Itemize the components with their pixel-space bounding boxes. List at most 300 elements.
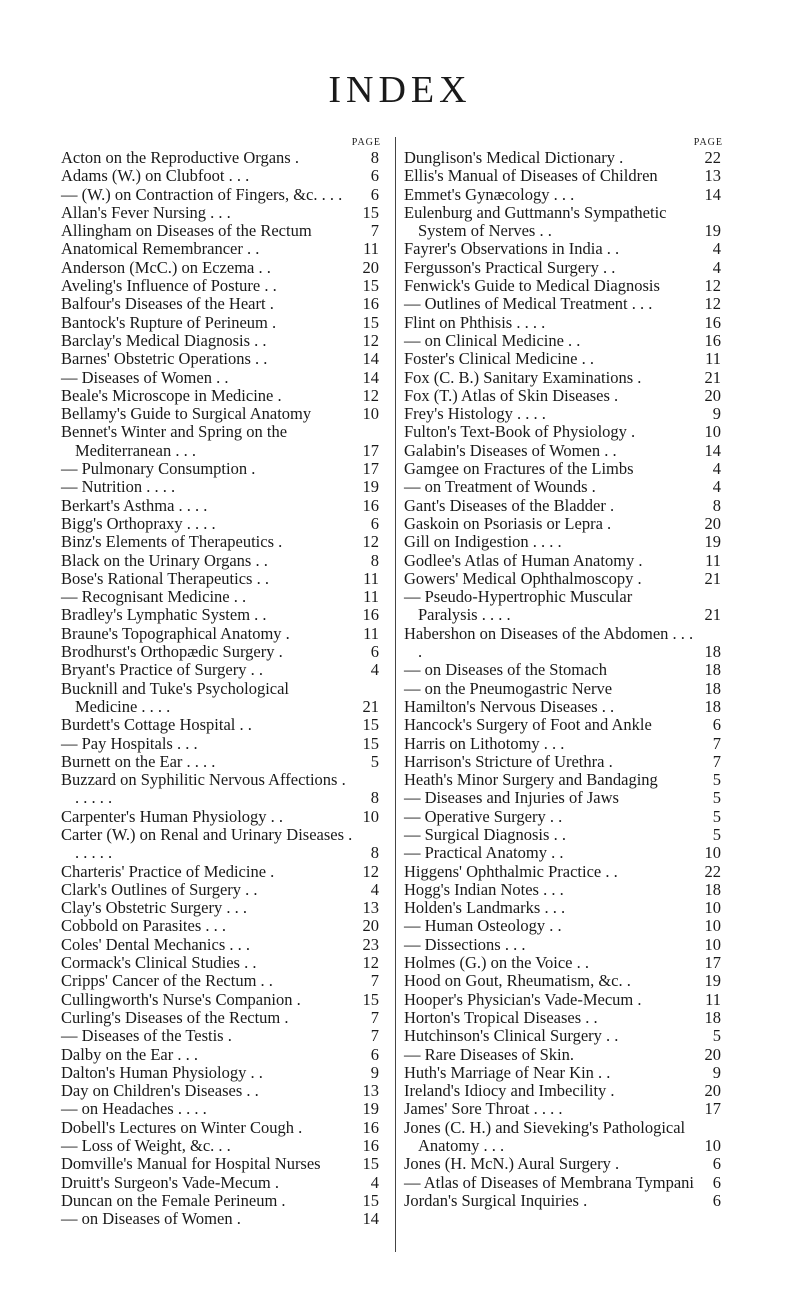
index-entry-title: Bucknill and Tuke's Psychological Medicine . . . . [61, 678, 290, 716]
index-entry-page: 4 [712, 477, 721, 497]
index-entry-page: 19 [704, 532, 721, 552]
index-entry [61, 588, 383, 606]
index-entry-title: Fox (C. B.) Sanitary Examinations . [404, 367, 642, 387]
index-entry-page: 20 [704, 1044, 721, 1064]
index-entry-title: Berkart's Asthma . . . . [61, 495, 208, 515]
page-title: INDEX [328, 69, 472, 111]
index-entry-page: 15 [362, 733, 379, 753]
index-entry-page: 8 [712, 495, 721, 515]
index-entry-page: 5 [712, 1026, 721, 1046]
index-entry [404, 314, 725, 332]
index-entry [61, 1046, 383, 1064]
index-entry [61, 625, 383, 643]
index-column-right [404, 136, 725, 1210]
index-entry-title: Cobbold on Parasites . . . [61, 916, 226, 936]
index-entry [61, 917, 383, 935]
index-entry [404, 1119, 725, 1156]
index-entry-page: 11 [363, 623, 379, 643]
index-entry [404, 1027, 725, 1045]
index-entry-page: 21 [362, 696, 379, 716]
index-entry-title: Higgens' Ophthalmic Practice . . [404, 861, 618, 881]
index-entry-title: Dalby on the Ear . . . [61, 1044, 199, 1064]
index-entry-page: 23 [362, 934, 379, 954]
index-entry-page: 10 [704, 916, 721, 936]
index-entry [404, 991, 725, 1009]
index-entry-title: Day on Children's Diseases . . [61, 1081, 259, 1101]
index-entry-title: Cormack's Clinical Studies . . [61, 953, 257, 973]
index-column-left [61, 136, 383, 1229]
index-entry-title: Carter (W.) on Renal and Urinary Diseases . . . . . . [61, 824, 353, 863]
index-entry-title: Barnes' Obstetric Operations . . [61, 349, 268, 369]
index-entry-title: — Loss of Weight, &c. . . [61, 1136, 231, 1156]
index-entry-title: Dunglison's Medical Dictionary . [404, 148, 624, 167]
index-entry [61, 314, 383, 332]
index-entry [61, 826, 383, 863]
index-entry-page: 19 [362, 477, 379, 497]
index-entry [404, 497, 725, 515]
index-entry [61, 1137, 383, 1155]
index-entry [404, 881, 725, 899]
index-entry-title: Ireland's Idiocy and Imbecility . [404, 1081, 615, 1101]
index-entry-title: Clay's Obstetric Surgery . . . [61, 898, 247, 918]
index-entry-page: 19 [362, 1099, 379, 1119]
index-entry-page: 8 [370, 550, 379, 570]
index-list-left [61, 149, 383, 1229]
index-entry-title: — Rare Diseases of Skin. [404, 1044, 575, 1064]
index-entry [61, 899, 383, 917]
index-entry-page: 17 [362, 440, 379, 460]
index-entry [61, 277, 383, 295]
index-entry [404, 478, 725, 496]
index-entry-page: 4 [370, 1172, 379, 1192]
index-entry-title: James' Sore Throat . . . . [404, 1099, 563, 1119]
index-entry-title: Acton on the Reproductive Organs . [61, 148, 299, 167]
index-entry-title: — Outlines of Medical Treatment . . . [404, 294, 653, 314]
index-entry-title: Dobell's Lectures on Winter Cough . [61, 1117, 303, 1137]
index-entry-title: Anatomical Remembrancer . . [61, 239, 260, 259]
index-entry-page: 11 [705, 989, 721, 1009]
index-entry [404, 680, 725, 698]
index-entry-title: Bryant's Practice of Surgery . . [61, 660, 263, 680]
index-entry-page: 7 [370, 971, 379, 991]
index-entry-page: 4 [712, 239, 721, 259]
index-entry-title: Braune's Topographical Anatomy . [61, 623, 290, 643]
index-entry-page: 14 [362, 349, 379, 369]
index-entry-title: — on Headaches . . . . [61, 1099, 207, 1119]
index-entry [404, 552, 725, 570]
index-entry-title: Gant's Diseases of the Bladder . [404, 495, 615, 515]
index-entry-page: 14 [704, 184, 721, 204]
index-entry-title: Bigg's Orthopraxy . . . . [61, 513, 216, 533]
index-entry [404, 423, 725, 441]
index-entry [61, 423, 383, 460]
index-entry [61, 863, 383, 881]
index-entry-title: — Pulmonary Consumption . [61, 459, 256, 479]
index-entry-page: 8 [370, 788, 379, 808]
index-entry [404, 1009, 725, 1027]
index-entry-title: Cullingworth's Nurse's Companion . [61, 989, 301, 1009]
index-entry [61, 204, 383, 222]
index-entry-title: Charteris' Practice of Medicine . [61, 861, 275, 881]
index-entry [404, 1082, 725, 1100]
index-entry-title: — on Diseases of the Stomach [404, 660, 608, 680]
index-entry [61, 1174, 383, 1192]
index-entry-page: 18 [704, 696, 721, 716]
index-entry-title: Harrison's Stricture of Urethra . [404, 751, 613, 771]
index-entry [404, 405, 725, 423]
index-entry-page: 18 [704, 678, 721, 698]
index-entry-title: — Diseases of Women . . [61, 367, 229, 387]
index-entry [61, 497, 383, 515]
index-entry-page: 12 [704, 294, 721, 314]
index-entry-title: — Practical Anatomy . . [404, 843, 564, 863]
index-entry [404, 387, 725, 405]
index-entry-title: — (W.) on Contraction of Fingers, &c. . . . [61, 184, 343, 204]
index-entry [404, 204, 725, 241]
index-entry [404, 771, 725, 789]
index-entry [404, 661, 725, 679]
index-entry-page: 17 [704, 953, 721, 973]
index-entry [61, 1009, 383, 1027]
index-entry-page: 11 [363, 568, 379, 588]
index-entry-page: 21 [704, 367, 721, 387]
index-entry-page: 4 [712, 257, 721, 277]
index-entry-title: Allan's Fever Nursing . . . [61, 202, 231, 222]
index-entry-title: Anderson (McC.) on Eczema . . [61, 257, 271, 277]
index-entry-title: Dalton's Human Physiology . . [61, 1062, 263, 1082]
index-entry-page: 13 [704, 166, 721, 186]
index-entry [404, 588, 725, 625]
index-entry-title: — Surgical Diagnosis . . [404, 824, 566, 844]
index-entry [61, 1155, 383, 1173]
index-entry-title: Domville's Manual for Hospital Nurses [61, 1154, 321, 1174]
index-entry-page: 6 [712, 1154, 721, 1174]
index-entry-page: 20 [704, 1081, 721, 1101]
index-entry-title: Bantock's Rupture of Perineum . [61, 312, 277, 332]
index-entry-page: 12 [362, 861, 379, 881]
index-entry-page: 6 [370, 166, 379, 186]
index-entry-page: 20 [362, 916, 379, 936]
index-entry-page: 20 [362, 257, 379, 277]
index-entry-title: Gowers' Medical Ophthalmoscopy . [404, 568, 642, 588]
index-entry-title: — Nutrition . . . . [61, 477, 176, 497]
index-entry-page: 5 [712, 824, 721, 844]
index-entry-title: Jones (H. McN.) Aural Surgery . [404, 1154, 620, 1174]
index-entry [404, 826, 725, 844]
index-entry-page: 18 [704, 1007, 721, 1027]
index-entry-page: 22 [704, 148, 721, 167]
index-entry-title: Bellamy's Guide to Surgical Anatomy [61, 404, 312, 424]
index-entry [404, 570, 725, 588]
index-entry-page: 5 [712, 806, 721, 826]
index-entry [61, 954, 383, 972]
index-entry [61, 222, 383, 240]
index-entry [61, 1100, 383, 1118]
index-entry [61, 735, 383, 753]
index-entry-page: 9 [370, 1062, 379, 1082]
index-entry-page: 10 [704, 843, 721, 863]
index-entry-page: 14 [362, 1209, 379, 1229]
index-entry-title: Frey's Histology . . . . [404, 404, 546, 424]
index-entry-title: Hooper's Physician's Vade-Mecum . [404, 989, 642, 1009]
index-entry [404, 332, 725, 350]
index-entry-page: 15 [362, 276, 379, 296]
index-entry-page: 16 [362, 294, 379, 314]
index-entry-page: 16 [362, 1117, 379, 1137]
index-entry [61, 972, 383, 990]
index-entry-page: 16 [704, 312, 721, 332]
index-entry-title: Bradley's Lymphatic System . . [61, 605, 267, 625]
index-entry-page: 19 [704, 221, 721, 241]
index-entry-page: 6 [712, 715, 721, 735]
index-entry-title: Flint on Phthisis . . . . [404, 312, 546, 332]
index-entry-title: Holden's Landmarks . . . [404, 898, 566, 918]
index-entry [61, 478, 383, 496]
index-entry-title: Hancock's Surgery of Foot and Ankle [404, 715, 652, 735]
index-entry-title: Jones (C. H.) and Sieveking's Pathological Anatomy . . . [404, 1117, 686, 1156]
index-entry-title: Horton's Tropical Diseases . . [404, 1007, 598, 1027]
index-entry-page: 12 [704, 276, 721, 296]
index-entry [404, 1155, 725, 1173]
index-entry-title: Hutchinson's Clinical Surgery . . [404, 1026, 619, 1046]
index-entry-title: — Recognisant Medicine . . [61, 587, 247, 607]
index-entry [404, 863, 725, 881]
page-column-header: PAGE [693, 137, 723, 148]
index-entry-title: Jordan's Surgical Inquiries . [404, 1190, 588, 1210]
index-entry-page: 20 [704, 385, 721, 405]
index-entry-page: 17 [704, 1099, 721, 1119]
index-entry-title: — Diseases and Injuries of Jaws [404, 788, 619, 808]
index-entry-title: — Human Osteology . . [404, 916, 562, 936]
index-entry-page: 20 [704, 513, 721, 533]
index-entry-title: Fox (T.) Atlas of Skin Diseases . [404, 385, 619, 405]
index-entry-title: Habershon on Diseases of the Abdomen . . . . [404, 623, 694, 662]
index-entry-page: 11 [363, 587, 379, 607]
index-entry-page: 16 [704, 330, 721, 350]
index-entry [61, 661, 383, 679]
index-entry-page: 11 [705, 349, 721, 369]
index-entry-title: Fayrer's Observations in India . . [404, 239, 620, 259]
index-entry-title: Aveling's Influence of Posture . . [61, 276, 277, 296]
index-entry [404, 442, 725, 460]
index-entry-title: Heath's Minor Surgery and Bandaging [404, 770, 658, 790]
index-entry [404, 1046, 725, 1064]
index-entry-page: 6 [712, 1172, 721, 1192]
index-entry-title: — on the Pneumogastric Nerve [404, 678, 613, 698]
index-entry-title: — Pay Hospitals . . . [61, 733, 198, 753]
index-entry-page: 11 [363, 239, 379, 259]
index-entry [61, 1082, 383, 1100]
index-entry-title: Allingham on Diseases of the Rectum [61, 221, 312, 241]
index-entry [404, 149, 725, 167]
index-entry [404, 515, 725, 533]
page-column-header: PAGE [351, 137, 381, 148]
index-entry [61, 515, 383, 533]
index-entry-title: Bennet's Winter and Spring on the Mediterranean . . . [61, 422, 288, 460]
index-entry [404, 716, 725, 734]
index-entry [61, 570, 383, 588]
index-entry [61, 936, 383, 954]
index-entry-title: Huth's Marriage of Near Kin . . [404, 1062, 611, 1082]
index-entry-page: 6 [370, 513, 379, 533]
index-entry-title: Hamilton's Nervous Diseases . . [404, 696, 615, 716]
index-entry-page: 5 [370, 751, 379, 771]
index-entry [404, 460, 725, 478]
index-entry [404, 735, 725, 753]
index-entry [61, 1210, 383, 1228]
index-entry-title: Harris on Lithotomy . . . [404, 733, 565, 753]
index-entry [61, 771, 383, 808]
index-entry-title: Brodhurst's Orthopædic Surgery . [61, 642, 283, 662]
index-entry [404, 1192, 725, 1210]
index-entry-title: — Atlas of Diseases of Membrana Tympani [404, 1172, 694, 1192]
index-entry [61, 1064, 383, 1082]
index-entry-page: 4 [370, 660, 379, 680]
index-entry [404, 277, 725, 295]
index-list-right [404, 149, 725, 1210]
index-entry-title: — Dissections . . . [404, 934, 526, 954]
index-entry [404, 789, 725, 807]
index-entry-page: 15 [362, 1154, 379, 1174]
index-entry-title: Burdett's Cottage Hospital . . [61, 715, 252, 735]
index-entry [404, 917, 725, 935]
index-entry-page: 10 [704, 898, 721, 918]
index-entry-page: 12 [362, 330, 379, 350]
index-entry-page: 4 [712, 459, 721, 479]
index-entry-title: Burnett on the Ear . . . . [61, 751, 216, 771]
index-entry-title: Fulton's Text-Book of Physiology . [404, 422, 636, 442]
index-entry-page: 14 [704, 440, 721, 460]
index-entry-page: 16 [362, 1136, 379, 1156]
index-entry-page: 16 [362, 495, 379, 515]
index-entry [404, 295, 725, 313]
index-entry [61, 680, 383, 717]
index-entry-title: Hood on Gout, Rheumatism, &c. . [404, 971, 631, 991]
index-entry-page: 13 [362, 898, 379, 918]
index-entry-page: 5 [712, 770, 721, 790]
column-divider [395, 137, 396, 1252]
index-entry-title: Druitt's Surgeon's Vade-Mecum . [61, 1172, 279, 1192]
index-entry-title: Balfour's Diseases of the Heart . [61, 294, 274, 314]
index-entry-page: 22 [704, 861, 721, 881]
index-entry-title: Gaskoin on Psoriasis or Lepra . [404, 513, 612, 533]
index-entry [404, 844, 725, 862]
index-entry-page: 8 [370, 148, 379, 167]
index-entry [404, 240, 725, 258]
index-entry-page: 18 [704, 660, 721, 680]
index-entry-page: 7 [370, 1026, 379, 1046]
index-entry-page: 12 [362, 532, 379, 552]
index-entry-page: 6 [712, 1190, 721, 1210]
index-entry [61, 369, 383, 387]
index-entry-title: — Diseases of the Testis . [61, 1026, 232, 1046]
index-entry [404, 350, 725, 368]
index-entry-page: 13 [362, 1081, 379, 1101]
index-entry-title: Eulenburg and Guttmann's Sympathetic System of Nerves . . [404, 202, 667, 241]
index-entry-title: — Operative Surgery . . [404, 806, 563, 826]
index-entry-page: 7 [370, 1007, 379, 1027]
index-entry [61, 808, 383, 826]
index-entry [61, 716, 383, 734]
index-entry-page: 7 [712, 751, 721, 771]
index-entry [61, 167, 383, 185]
index-entry [404, 259, 725, 277]
index-entry [404, 533, 725, 551]
index-entry [61, 295, 383, 313]
index-entry-page: 19 [704, 971, 721, 991]
index-entry-title: Bose's Rational Therapeutics . . [61, 568, 269, 588]
index-entry-page: 4 [370, 879, 379, 899]
index-entry [404, 369, 725, 387]
index-entry [61, 350, 383, 368]
index-entry [404, 753, 725, 771]
index-entry-page: 18 [704, 642, 721, 662]
index-entry [61, 991, 383, 1009]
index-entry [404, 972, 725, 990]
index-entry-title: Fenwick's Guide to Medical Diagnosis [404, 276, 660, 296]
index-entry-page: 10 [704, 934, 721, 954]
index-entry [404, 1174, 725, 1192]
index-entry-page: 10 [704, 422, 721, 442]
index-entry-title: Holmes (G.) on the Voice . . [404, 953, 589, 973]
index-entry [61, 460, 383, 478]
index-entry-title: Duncan on the Female Perineum . [61, 1190, 286, 1210]
index-entry-title: Ellis's Manual of Diseases of Children [404, 166, 658, 186]
index-entry-page: 7 [370, 221, 379, 241]
index-entry-title: Buzzard on Syphilitic Nervous Affections . . . . . . [61, 770, 346, 808]
index-entry-title: — on Treatment of Wounds . [404, 477, 596, 497]
index-entry-title: Beale's Microscope in Medicine . [61, 385, 282, 405]
index-entry-page: 15 [362, 202, 379, 222]
index-entry-title: — on Clinical Medicine . . [404, 330, 581, 350]
index-entry [61, 643, 383, 661]
index-entry-page: 10 [362, 404, 379, 424]
index-entry [61, 1119, 383, 1137]
index-entry-title: Clark's Outlines of Surgery . . [61, 879, 258, 899]
index-entry-title: Barclay's Medical Diagnosis . . [61, 330, 267, 350]
index-entry-title: Curling's Diseases of the Rectum . [61, 1007, 289, 1027]
index-entry [404, 698, 725, 716]
index-entry-page: 9 [712, 404, 721, 424]
index-entry-page: 6 [370, 1044, 379, 1064]
index-entry-page: 15 [362, 312, 379, 332]
index-entry [61, 332, 383, 350]
index-entry-title: — on Diseases of Women . [61, 1209, 241, 1229]
index-entry-title: Carpenter's Human Physiology . . [61, 806, 284, 826]
index-entry [404, 936, 725, 954]
index-entry-page: 10 [362, 806, 379, 826]
index-entry [404, 899, 725, 917]
index-entry-page: 9 [712, 1062, 721, 1082]
index-entry-page: 11 [705, 550, 721, 570]
index-entry [61, 533, 383, 551]
index-entry [61, 1192, 383, 1210]
index-entry [61, 240, 383, 258]
index-entry-page: 12 [362, 385, 379, 405]
index-entry [61, 186, 383, 204]
index-entry [61, 387, 383, 405]
index-entry-page: 7 [712, 733, 721, 753]
index-entry-page: 15 [362, 989, 379, 1009]
index-entry-page: 15 [362, 1190, 379, 1210]
index-entry-page: 21 [704, 605, 721, 625]
index-entry-page: 5 [712, 788, 721, 808]
index-entry-page: 6 [370, 642, 379, 662]
index-entry [404, 1100, 725, 1118]
index-entry [61, 259, 383, 277]
index-entry-title: Binz's Elements of Therapeutics . [61, 532, 283, 552]
index-entry [404, 954, 725, 972]
